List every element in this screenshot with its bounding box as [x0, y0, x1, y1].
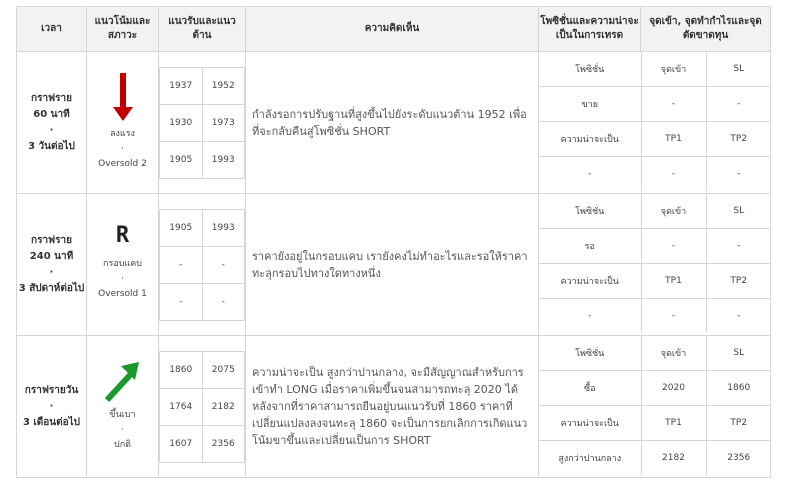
probability-label: ความน่าจะเป็น — [539, 122, 641, 157]
support-resistance-cell — [159, 52, 246, 194]
resistance-value: 1993 — [202, 209, 245, 246]
separator-dot: · — [49, 400, 54, 412]
position-label: โพซิชั่น — [539, 52, 641, 87]
resistance-value: 2182 — [202, 388, 245, 425]
position-grid-cell — [539, 194, 771, 336]
support-resistance-cell — [159, 194, 246, 336]
resistance-value: 2075 — [202, 351, 245, 388]
probability-value: สูงกว่าปานกลาง — [539, 441, 641, 476]
sl-label: SL — [706, 52, 771, 87]
trend-state: ปกติ — [113, 440, 131, 450]
timeframe-label: กราฟรายวัน — [24, 384, 79, 396]
resistance-value: 1993 — [202, 141, 245, 178]
down-arrow-icon — [113, 73, 133, 123]
timeframe-cell — [17, 52, 87, 194]
timeframe-period: 60 นาที — [33, 108, 70, 120]
position-value: รอ — [539, 229, 641, 264]
resistance-value: 1952 — [202, 67, 245, 104]
table-row — [17, 336, 771, 478]
comment-cell: กำลังรอการปรับฐานที่สูงขึ้นไปยังระดับแนวต้าน 1952 เพื่อที่จะกลับคืนสู่โพซิชั่น SHORT — [246, 52, 539, 194]
tp1-value: - — [641, 299, 706, 334]
sl-value: 1860 — [706, 371, 771, 406]
position-grid-cell — [539, 52, 771, 194]
entry-label: จุดเข้า — [641, 52, 706, 87]
tp2-label: TP2 — [706, 122, 771, 157]
forecast-table — [16, 6, 771, 478]
trend-state: Oversold 1 — [98, 288, 147, 299]
up-arrow-icon — [103, 360, 143, 404]
header-position: โพซิชั่นและความน่าจะเป็นในการเทรด — [539, 7, 641, 52]
trend-label: กรอบแคบ — [103, 258, 142, 269]
trend-state: Oversold 2 — [98, 159, 147, 169]
entry-value: 2020 — [641, 371, 706, 406]
entry-label: จุดเข้า — [641, 194, 706, 229]
resistance-value: 1973 — [202, 104, 245, 141]
table-row — [17, 194, 771, 336]
separator-dot: · — [49, 266, 54, 278]
tp2-label: TP2 — [706, 264, 771, 299]
header-time: เวลา — [17, 7, 87, 52]
entry-value: - — [641, 87, 706, 122]
header-entry-tp-sl: จุดเข้า, จุดทำกำไรและจุดตัดขาดทุน — [641, 7, 771, 52]
table-row — [17, 52, 771, 194]
timeframe-cell — [17, 336, 87, 478]
trend-cell — [87, 194, 159, 336]
tp2-label: TP2 — [706, 406, 771, 441]
trend-label: ลงแรง — [110, 129, 135, 139]
support-value: 1764 — [160, 388, 203, 425]
resistance-value: 2356 — [202, 425, 245, 462]
tp2-value: 2356 — [706, 441, 771, 476]
trend-cell — [87, 336, 159, 478]
header-row — [17, 7, 771, 52]
tp2-value: - — [706, 299, 771, 334]
support-value: - — [160, 283, 203, 320]
comment-cell: ความน่าจะเป็น สูงกว่าปานกลาง, จะมีสัญญาณสำหรับการเข้าทำ LONG เมื่อราคาเพิ่มขึ้นจนสามารถทะลุ 2020 ได้หลังจากที่ราคาสามารถยืนอยู่บนแนวรับที่ 1860 ราคาที่เปลี่ยนแปลงลงจนทะลุ 1860 จะเป็นการยกเลิกการเกิดแนวโน้มขาขึ้นและเปลี่ยนเป็นการ SHORT — [246, 336, 539, 478]
timeframe-label: กราฟราย — [31, 92, 72, 104]
probability-label: ความน่าจะเป็น — [539, 406, 641, 441]
support-resistance-cell — [159, 336, 246, 478]
sl-label: SL — [706, 194, 771, 229]
support-value: 1937 — [160, 67, 203, 104]
resistance-value: - — [202, 283, 245, 320]
entry-label: จุดเข้า — [641, 336, 706, 371]
entry-value: - — [641, 229, 706, 264]
position-value: ซื้อ — [539, 371, 641, 406]
comment-cell: ราคายังอยู่ในกรอบแคบ เรายังคงไม่ทำอะไรและรอให้ราคาทะลุกรอบไปทางใดทางหนึ่ง — [246, 194, 539, 336]
separator-dot: · — [121, 144, 124, 154]
support-value: 1905 — [160, 209, 203, 246]
separator-dot: · — [121, 273, 124, 284]
position-label: โพซิชั่น — [539, 336, 641, 371]
probability-label: ความน่าจะเป็น — [539, 264, 641, 299]
tp1-value: - — [641, 157, 706, 192]
timeframe-horizon: 3 สัปดาห์ต่อไป — [18, 282, 85, 294]
trend-label: ขึ้นเบา — [109, 410, 136, 420]
tp1-value: 2182 — [641, 441, 706, 476]
range-r-icon: R — [115, 222, 130, 248]
probability-value: - — [539, 299, 641, 334]
timeframe-label: กราฟราย — [31, 234, 72, 246]
separator-dot: · — [121, 425, 124, 435]
support-value: 1607 — [160, 425, 203, 462]
timeframe-cell — [17, 194, 87, 336]
position-grid-cell — [539, 336, 771, 478]
support-value: 1905 — [160, 141, 203, 178]
support-value: 1860 — [160, 351, 203, 388]
timeframe-horizon: 3 วันต่อไป — [28, 140, 75, 152]
tp1-label: TP1 — [641, 122, 706, 157]
tp1-label: TP1 — [641, 264, 706, 299]
position-value: ขาย — [539, 87, 641, 122]
sl-label: SL — [706, 336, 771, 371]
timeframe-period: 240 นาที — [29, 250, 74, 262]
sl-value: - — [706, 229, 771, 264]
resistance-value: - — [202, 246, 245, 283]
probability-value: - — [539, 157, 641, 192]
support-value: 1930 — [160, 104, 203, 141]
position-label: โพซิชั่น — [539, 194, 641, 229]
sl-value: - — [706, 87, 771, 122]
tp1-label: TP1 — [641, 406, 706, 441]
header-trend: แนวโน้มและสภาวะ — [87, 7, 159, 52]
tp2-value: - — [706, 157, 771, 192]
timeframe-horizon: 3 เดือนต่อไป — [22, 416, 81, 428]
trend-cell — [87, 52, 159, 194]
header-support-resistance: แนวรับและแนวต้าน — [159, 7, 246, 52]
separator-dot: · — [49, 124, 54, 136]
support-value: - — [160, 246, 203, 283]
header-comment: ความคิดเห็น — [246, 7, 539, 52]
